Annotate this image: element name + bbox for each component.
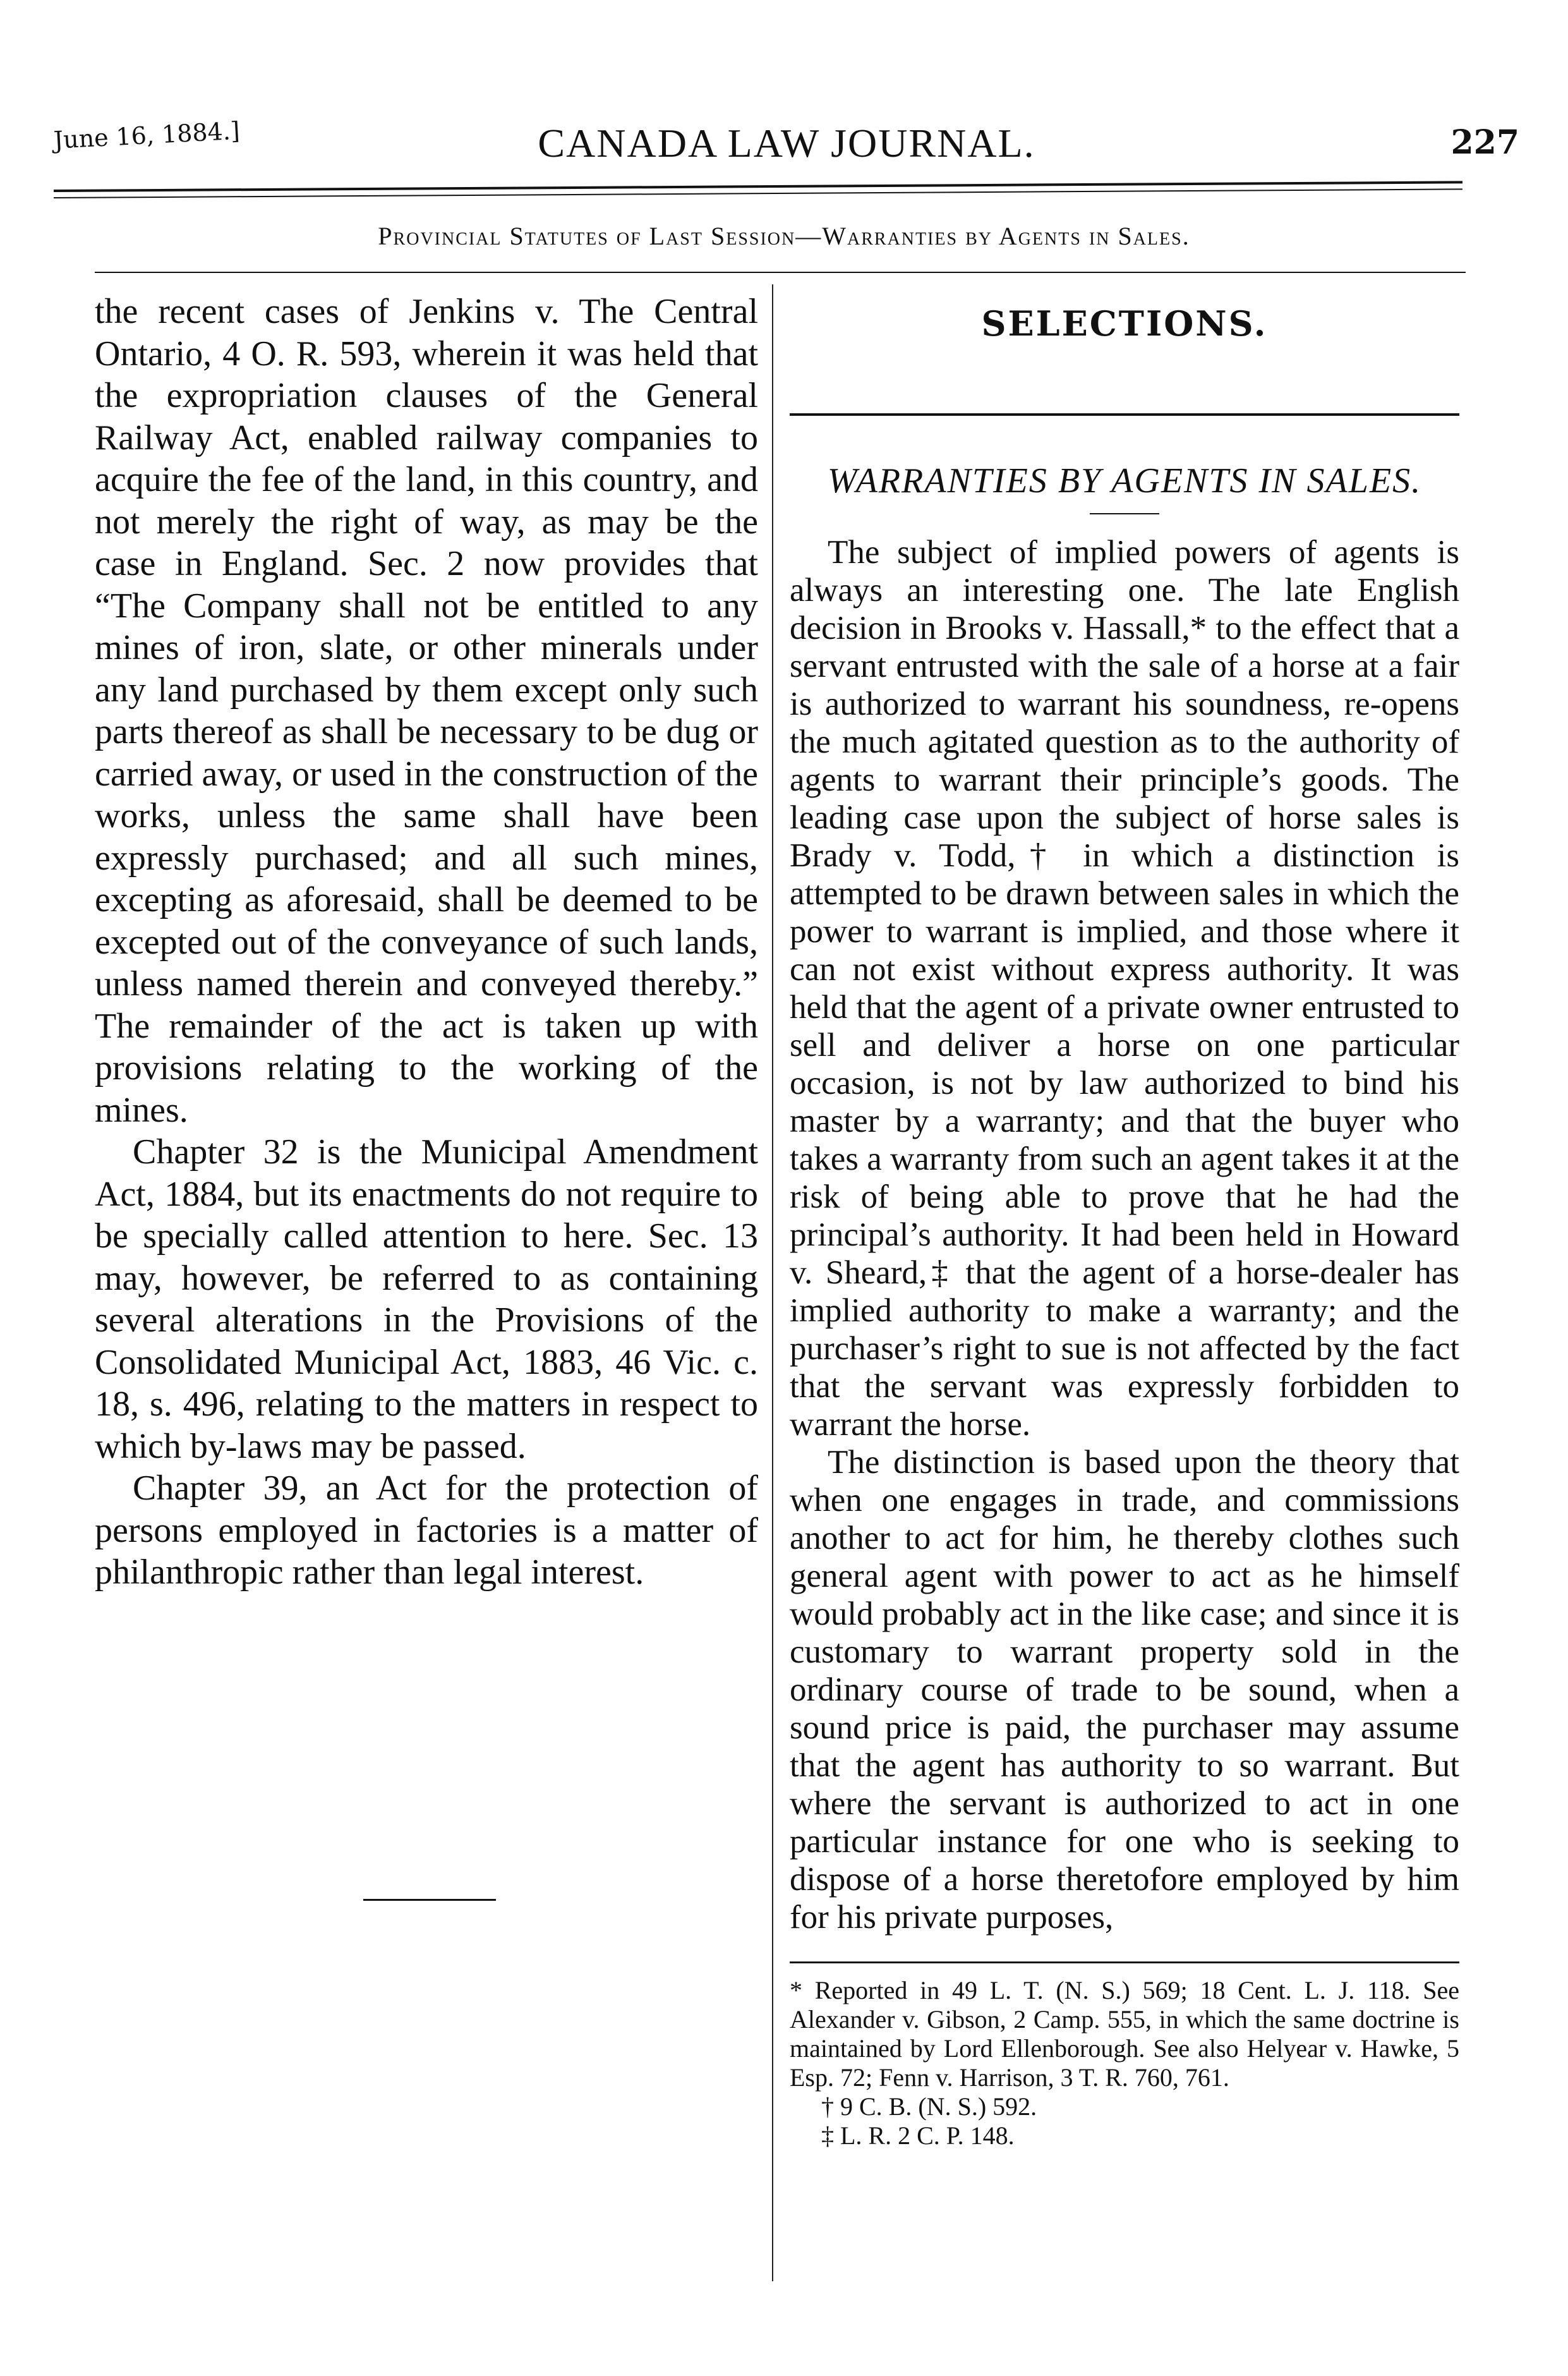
article-title: WARRANTIES BY AGENTS IN SALES. bbox=[827, 461, 1422, 500]
running-title: Provincial Statutes of Last Session—Warranties by Agents in Sales. bbox=[378, 222, 1190, 250]
column-end-rule bbox=[363, 1899, 496, 1901]
column-divider bbox=[772, 284, 773, 2281]
article-title-rule bbox=[1090, 513, 1159, 514]
running-title-rule bbox=[95, 272, 1466, 273]
left-paragraph: Chapter 39, an Act for the protection of persons employed in factories is a matter of philanthropic rather than legal interest. bbox=[95, 1469, 758, 1592]
article-body bbox=[790, 533, 1459, 1936]
left-column bbox=[95, 291, 758, 1594]
right-column bbox=[790, 291, 1459, 2150]
footnote: * Reported in 49 L. T. (N. S.) 569; 18 Cent. L. J. 118. See Alexander v. Gibson, 2 Camp. 555, in which the same doctrine is maintained by Lord Ellenborough. See also Helyear v. Hawke, 5 Esp. 72; Fenn v. Harrison, 3 T. R. 760, 761. bbox=[790, 1976, 1459, 2092]
issue-date: June 16, 1884.] bbox=[52, 116, 241, 154]
left-paragraph: the recent cases of Jenkins v. The Central Ontario, 4 O. R. 593, wherein it was held that the expropriation clauses of the General Railway Act, enabled railway companies to acquire the fee of the land, in this country, and not merely the right of way, as may be the case in England. Sec. 2 now provides that “The Company shall not be entitled to any mines of iron, slate, or other minerals under any land purchased by them except only such parts thereof as shall be necessary to be dug or carried away, or used in the construction of the works, unless the same shall have been expressly purchased; and all such mines, excepting as aforesaid, shall be deemed to be excepted out of the conveyance of such lands, unless named therein and conveyed thereby.” The remainder of the act is taken up with provisions relating to the working of the mines. bbox=[95, 292, 758, 1130]
footnotes bbox=[790, 1976, 1459, 2150]
section-title: SELECTIONS. bbox=[981, 303, 1268, 344]
footnote-rule bbox=[790, 1961, 1459, 1963]
footnote: ‡ L. R. 2 C. P. 148. bbox=[821, 2121, 1015, 2150]
section-rule bbox=[790, 413, 1459, 416]
page-number: 227 bbox=[1450, 123, 1519, 162]
journal-title: CANADA LAW JOURNAL. bbox=[538, 121, 1035, 166]
article-paragraph: The subject of implied powers of agents is always an interesting one. The late English decision in Brooks v. Hassall,* to the effect that a servant entrusted with the sale of a horse at a fair is authorized to warrant his soundness, re-opens the much agitated question as to the authority of agents to warrant their principle’s goods. The leading case upon the subject of horse sales is Brady v. Todd,† in which a distinction is attempted to be drawn between sales in which the power to warrant is implied, and those where it can not exist without express authority. It was held that the agent of a private owner entrusted to sell and deliver a horse on one particular occasion, is not by law authorized to bind his master by a warranty; and that the buyer who takes a warranty from such an agent takes it at the risk of being able to prove that he had the principal’s authority. It had been held in Howard v. Sheard,‡ that the agent of a horse-dealer has implied authority to make a warranty; and the purchaser’s right to sue is not affected by the fact that the servant was expressly forbidden to warrant the horse. bbox=[790, 534, 1459, 1443]
article-paragraph: The distinction is based upon the theory that when one engages in trade, and commissions another to act for him, he thereby clothes such general agent with power to act as he himself would probably act in the like case; and since it is customary to warrant property sold in the ordinary course of trade to be sound, when a sound price is paid, the purchaser may assume that the agent has authority to so warrant. But where the servant is authorized to act in one particular instance for one who is seeking to dispose of a horse theretofore employed by him for his private purposes, bbox=[790, 1444, 1459, 1936]
page-header bbox=[52, 116, 1519, 190]
left-paragraph: Chapter 32 is the Municipal Amendment Act, 1884, but its enactments do not require to be specially called attention to here. Sec. 13 may, however, be referred to as containing several alterations in the Provisions of the Consolidated Municipal Act, 1883, 46 Vic. c. 18, s. 496, relating to the matters in respect to which by-laws may be passed. bbox=[95, 1132, 758, 1466]
footnote: † 9 C. B. (N. S.) 592. bbox=[821, 2092, 1037, 2121]
